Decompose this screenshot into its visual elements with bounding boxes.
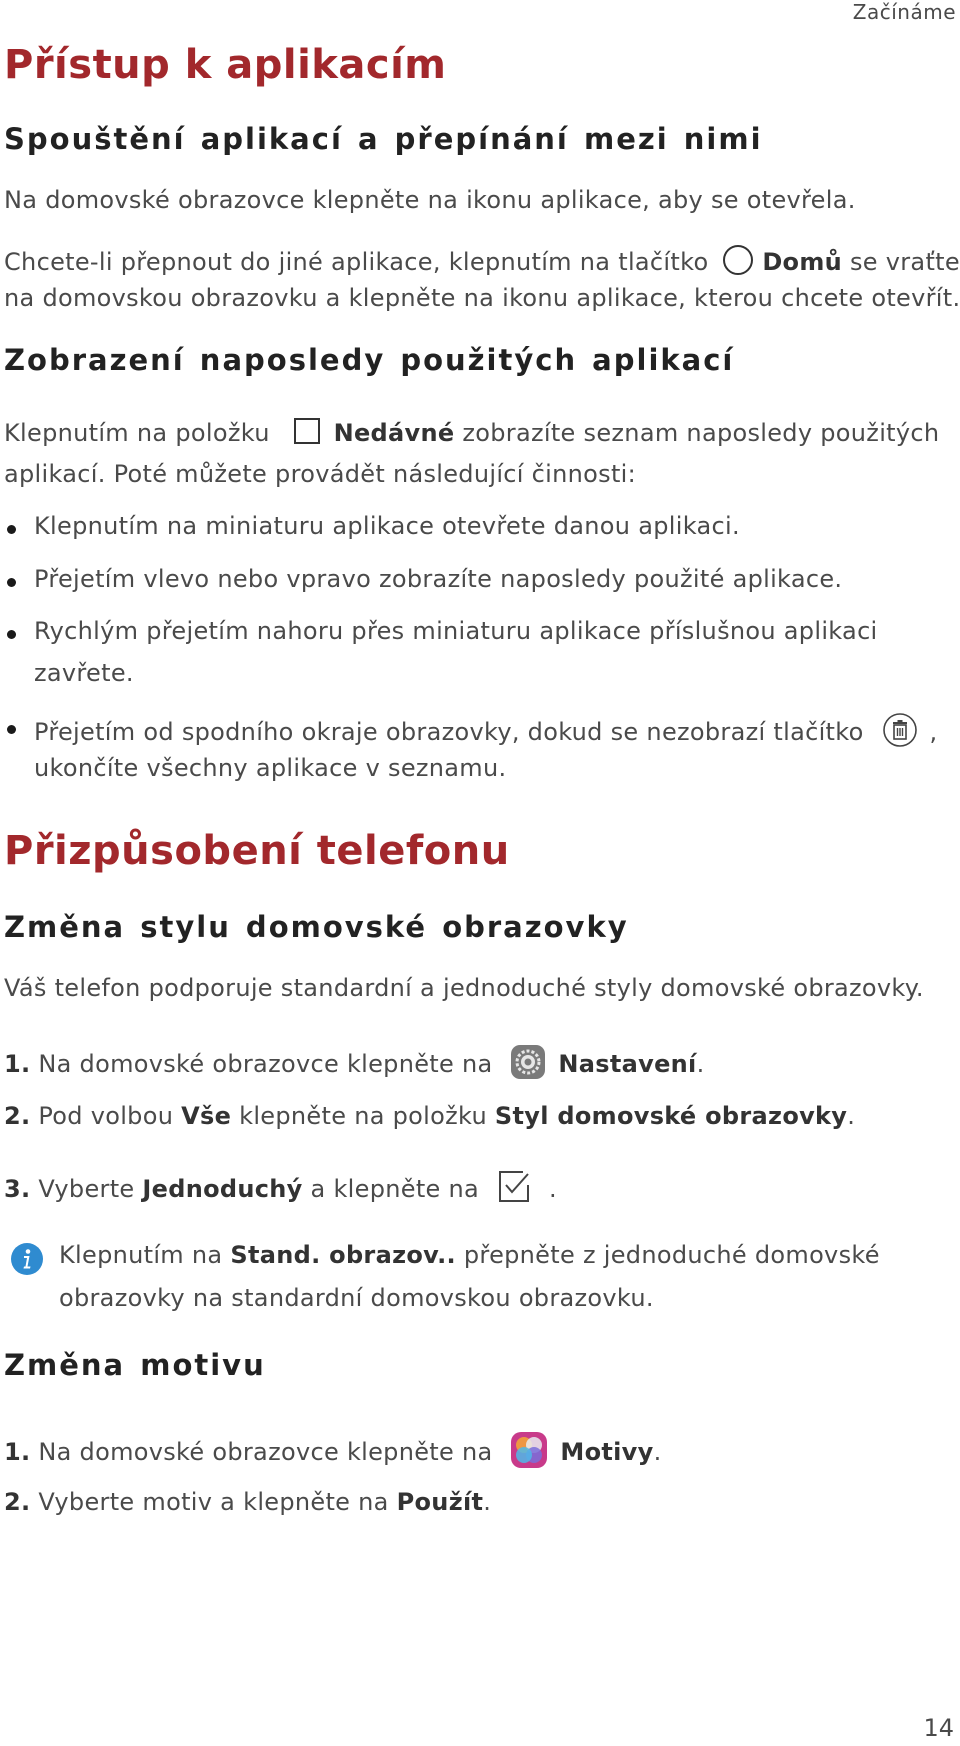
bullet-dot	[7, 725, 16, 734]
section-header: Začínáme	[852, 0, 956, 24]
bullet-dot	[7, 630, 16, 639]
subsection-title-recent-apps: Zobrazení naposledy použitých aplikací	[4, 343, 735, 377]
paragraph-open-app: Na domovské obrazovce klepněte na ikonu aplikace, aby se otevřela.	[4, 186, 856, 214]
trash-icon	[882, 712, 918, 754]
home-circle-icon	[722, 244, 754, 282]
note-line1: Klepnutím na Stand. obrazov.. přepněte z jednoduché domovské	[59, 1241, 880, 1269]
section-title-app-access: Přístup k aplikacím	[4, 42, 447, 88]
page-number: 14	[923, 1714, 954, 1742]
bullet-close-all-line2: ukončíte všechny aplikace v seznamu.	[34, 754, 507, 782]
paragraph-recent-line1: Klepnutím na položku Nedávné zobrazíte seznam naposledy použitých	[4, 416, 939, 452]
subsection-title-home-style: Změna stylu domovské obrazovky	[4, 910, 629, 944]
section-title-customize-phone: Přizpůsobení telefonu	[4, 828, 510, 874]
themes-app-icon	[510, 1431, 548, 1475]
subsection-title-launch-switch: Spouštění aplikací a přepínání mezi nimi	[4, 122, 763, 156]
paragraph-switch-app-line2: na domovskou obrazovku a klepněte na ikonu aplikace, kterou chcete otevřít.	[4, 284, 960, 312]
settings-gear-icon	[510, 1044, 546, 1086]
info-icon	[10, 1242, 44, 1280]
step-2-style: 2. Pod volbou Vše klepněte na položku Styl domovské obrazovky.	[4, 1102, 856, 1130]
paragraph-home-styles: Váš telefon podporuje standardní a jednoduché styly domovské obrazovky.	[4, 974, 924, 1002]
subsection-title-theme: Změna motivu	[4, 1348, 266, 1382]
step-3-simple: 3. Vyberte Jednoduchý a klepněte na .	[4, 1168, 557, 1212]
step-1-themes: 1. Na domovské obrazovce klepněte na Motivy.	[4, 1431, 662, 1475]
bullet-dot	[7, 525, 16, 534]
step-2-apply: 2. Vyberte motiv a klepněte na Použít.	[4, 1488, 492, 1516]
bullet-open-thumbnail: Klepnutím na miniaturu aplikace otevřete danou aplikaci.	[34, 512, 740, 540]
bullet-close-all-line1: Přejetím od spodního okraje obrazovky, dokud se nezobrazí tlačítko ,	[34, 712, 937, 754]
note-line2: obrazovky na standardní domovskou obrazovku.	[59, 1284, 654, 1312]
checkbox-check-icon	[495, 1168, 533, 1212]
paragraph-recent-line2: aplikací. Poté můžete provádět následující činnosti:	[4, 460, 637, 488]
bullet-swipe-up-line2: zavřete.	[34, 659, 134, 687]
step-1-settings: 1. Na domovské obrazovce klepněte na Nastavení.	[4, 1044, 705, 1086]
paragraph-switch-app-line1: Chcete-li přepnout do jiné aplikace, klepnutím na tlačítko Domů se vraťte	[4, 244, 960, 282]
recent-square-icon	[292, 416, 322, 452]
bullet-dot	[7, 578, 16, 587]
bullet-swipe-left-right: Přejetím vlevo nebo vpravo zobrazíte naposledy použité aplikace.	[34, 565, 843, 593]
bullet-swipe-up-line1: Rychlým přejetím nahoru přes miniaturu aplikace příslušnou aplikaci	[34, 617, 878, 645]
